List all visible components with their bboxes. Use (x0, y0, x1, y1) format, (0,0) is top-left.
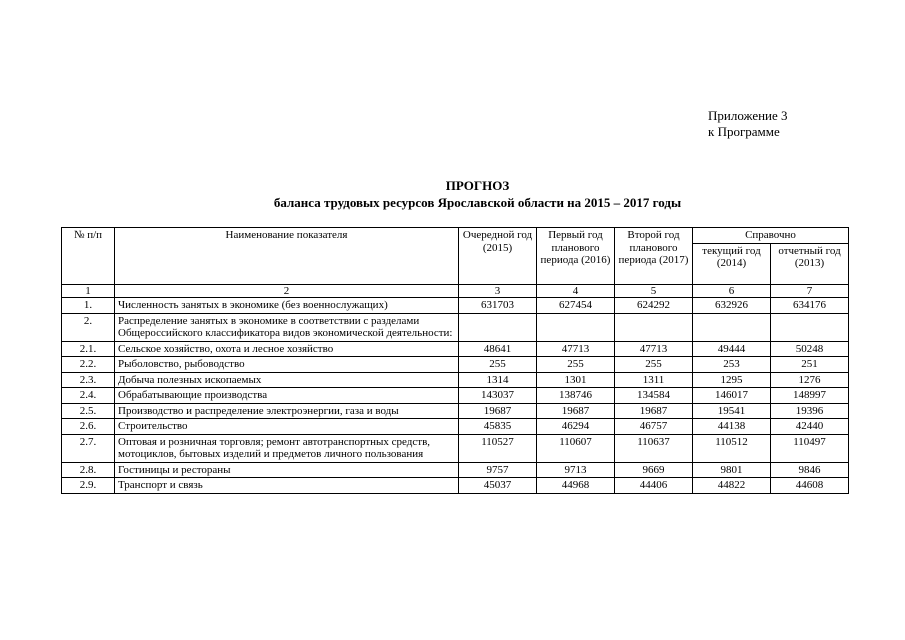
row-number: 2.9. (62, 478, 115, 494)
value-2014: 632926 (693, 298, 771, 314)
table-row (62, 478, 849, 494)
column-number: 4 (537, 284, 615, 298)
value-2015: 110527 (459, 434, 537, 462)
column-number: 3 (459, 284, 537, 298)
header-num: № п/п (62, 228, 115, 285)
table-row (62, 313, 849, 341)
column-number: 5 (615, 284, 693, 298)
value-2013: 1276 (771, 372, 849, 388)
value-2014: 110512 (693, 434, 771, 462)
value-2016: 627454 (537, 298, 615, 314)
header-2014: текущий год (2014) (693, 243, 771, 284)
value-2015: 45037 (459, 478, 537, 494)
row-name: Транспорт и связь (115, 478, 459, 494)
table-row (62, 462, 849, 478)
header-2017: Второй год планового периода (2017) (615, 228, 693, 285)
column-number: 6 (693, 284, 771, 298)
value-2013: 634176 (771, 298, 849, 314)
value-2013: 9846 (771, 462, 849, 478)
row-number: 2.1. (62, 341, 115, 357)
value-2014: 146017 (693, 388, 771, 404)
value-2014: 44822 (693, 478, 771, 494)
table-row (62, 372, 849, 388)
row-name: Строительство (115, 419, 459, 435)
value-2017: 110637 (615, 434, 693, 462)
value-2016: 255 (537, 357, 615, 373)
table-row (62, 403, 849, 419)
row-name: Сельское хозяйство, охота и лесное хозяйство (115, 341, 459, 357)
value-2015: 1314 (459, 372, 537, 388)
header-2016: Первый год планового периода (2016) (537, 228, 615, 285)
value-2014: 1295 (693, 372, 771, 388)
document-title: ПРОГНОЗ (445, 178, 510, 193)
value-2015: 631703 (459, 298, 537, 314)
appendix-line-1: Приложение 3 (708, 108, 788, 123)
value-2017: 46757 (615, 419, 693, 435)
row-number: 2.8. (62, 462, 115, 478)
row-number: 2.2. (62, 357, 115, 373)
row-number: 2.5. (62, 403, 115, 419)
row-number: 2. (62, 313, 115, 341)
value-2017: 9669 (615, 462, 693, 478)
table-row (62, 434, 849, 462)
row-name: Добыча полезных ископаемых (115, 372, 459, 388)
value-2017: 255 (615, 357, 693, 373)
row-name: Распределение занятых в экономике в соответствии с разделами Общероссийского классификатора видов экономической деятельности: (115, 313, 459, 341)
value-2015: 255 (459, 357, 537, 373)
value-2014: 49444 (693, 341, 771, 357)
value-2015: 45835 (459, 419, 537, 435)
value-2016: 110607 (537, 434, 615, 462)
value-2014: 253 (693, 357, 771, 373)
header-2015: Очередной год (2015) (459, 228, 537, 285)
value-2015 (459, 313, 537, 341)
row-name: Производство и распределение электроэнергии, газа и воды (115, 403, 459, 419)
appendix-label (708, 108, 788, 140)
header-2013: отчетный год (2013) (771, 243, 849, 284)
row-name: Гостиницы и рестораны (115, 462, 459, 478)
value-2014 (693, 313, 771, 341)
value-2014: 9801 (693, 462, 771, 478)
table-row (62, 388, 849, 404)
column-number: 7 (771, 284, 849, 298)
value-2016 (537, 313, 615, 341)
header-reference: Справочно (693, 228, 849, 244)
value-2013: 110497 (771, 434, 849, 462)
value-2017: 44406 (615, 478, 693, 494)
value-2015: 48641 (459, 341, 537, 357)
table-row (62, 357, 849, 373)
header-row-1 (62, 228, 849, 244)
value-2013: 44608 (771, 478, 849, 494)
forecast-table (61, 227, 849, 494)
value-2016: 44968 (537, 478, 615, 494)
row-number: 2.7. (62, 434, 115, 462)
value-2016: 9713 (537, 462, 615, 478)
row-number: 1. (62, 298, 115, 314)
value-2017: 1311 (615, 372, 693, 388)
value-2016: 138746 (537, 388, 615, 404)
table-row (62, 341, 849, 357)
value-2017 (615, 313, 693, 341)
row-number: 2.3. (62, 372, 115, 388)
column-number-row (62, 284, 849, 298)
value-2015: 19687 (459, 403, 537, 419)
column-number: 1 (62, 284, 115, 298)
value-2013: 251 (771, 357, 849, 373)
value-2017: 134584 (615, 388, 693, 404)
value-2016: 47713 (537, 341, 615, 357)
value-2013: 50248 (771, 341, 849, 357)
value-2014: 19541 (693, 403, 771, 419)
row-name: Оптовая и розничная торговля; ремонт автотранспортных средств, мотоциклов, бытовых изделий и предметов личного пользования (115, 434, 459, 462)
row-name: Обрабатывающие производства (115, 388, 459, 404)
row-name: Рыболовство, рыбоводство (115, 357, 459, 373)
value-2015: 9757 (459, 462, 537, 478)
value-2014: 44138 (693, 419, 771, 435)
value-2017: 624292 (615, 298, 693, 314)
value-2013 (771, 313, 849, 341)
value-2016: 19687 (537, 403, 615, 419)
row-number: 2.6. (62, 419, 115, 435)
value-2017: 19687 (615, 403, 693, 419)
value-2016: 1301 (537, 372, 615, 388)
value-2017: 47713 (615, 341, 693, 357)
value-2013: 19396 (771, 403, 849, 419)
value-2013: 148997 (771, 388, 849, 404)
appendix-line-2: к Программе (708, 124, 780, 139)
value-2013: 42440 (771, 419, 849, 435)
value-2016: 46294 (537, 419, 615, 435)
column-number: 2 (115, 284, 459, 298)
table-row (62, 419, 849, 435)
value-2015: 143037 (459, 388, 537, 404)
row-number: 2.4. (62, 388, 115, 404)
document-subtitle: баланса трудовых ресурсов Ярославской области на 2015 – 2017 годы (273, 195, 682, 210)
table-row (62, 298, 849, 314)
row-name: Численность занятых в экономике (без военнослужащих) (115, 298, 459, 314)
header-name: Наименование показателя (115, 228, 459, 285)
